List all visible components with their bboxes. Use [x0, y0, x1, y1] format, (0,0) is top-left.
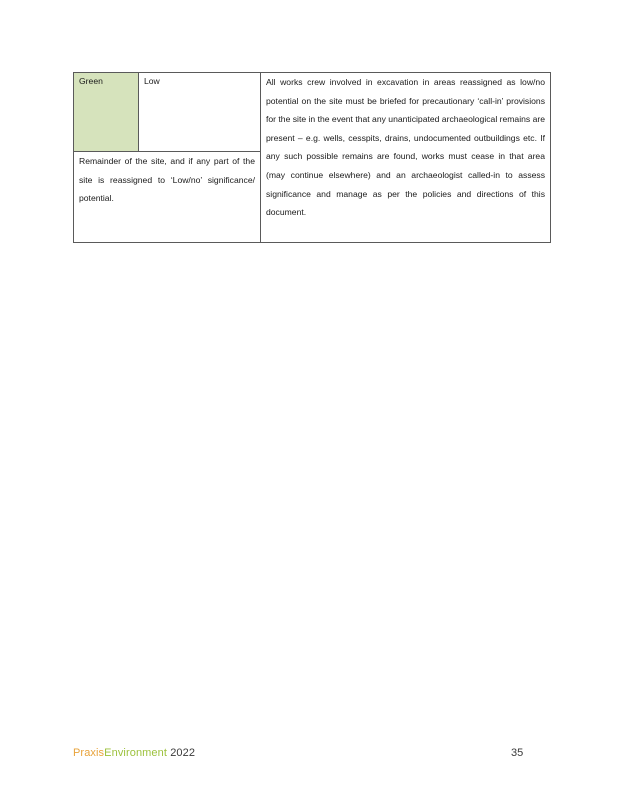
category-green-cell: Green	[74, 73, 139, 152]
area-description-cell: Remainder of the site, and if any part of the site is reassigned to ‘Low/no’ significance/ potential.	[74, 152, 261, 243]
significance-table	[73, 72, 551, 243]
page-number: 35	[511, 747, 524, 759]
brand-environment: Environment	[104, 747, 168, 759]
table-row	[74, 73, 551, 152]
brand-praxis: Praxis	[73, 747, 105, 759]
significance-low-cell: Low	[139, 73, 261, 152]
footer-brand	[73, 747, 195, 759]
footer-year: 2022	[170, 747, 196, 759]
works-requirements-cell: All works crew involved in excavation in areas reassigned as low/no potential on the site must be briefed for precautionary ‘call-in’ provisions for the site in the event that any unanticipated archaeological remains are present – e.g. wells, cesspits, drains, undocumented outbuildings etc. If any such possible remains are found, works must cease in that area (may continue elsewhere) and an archaeologist called-in to assess significance and manage as per the policies and directions of this document.	[261, 73, 551, 243]
